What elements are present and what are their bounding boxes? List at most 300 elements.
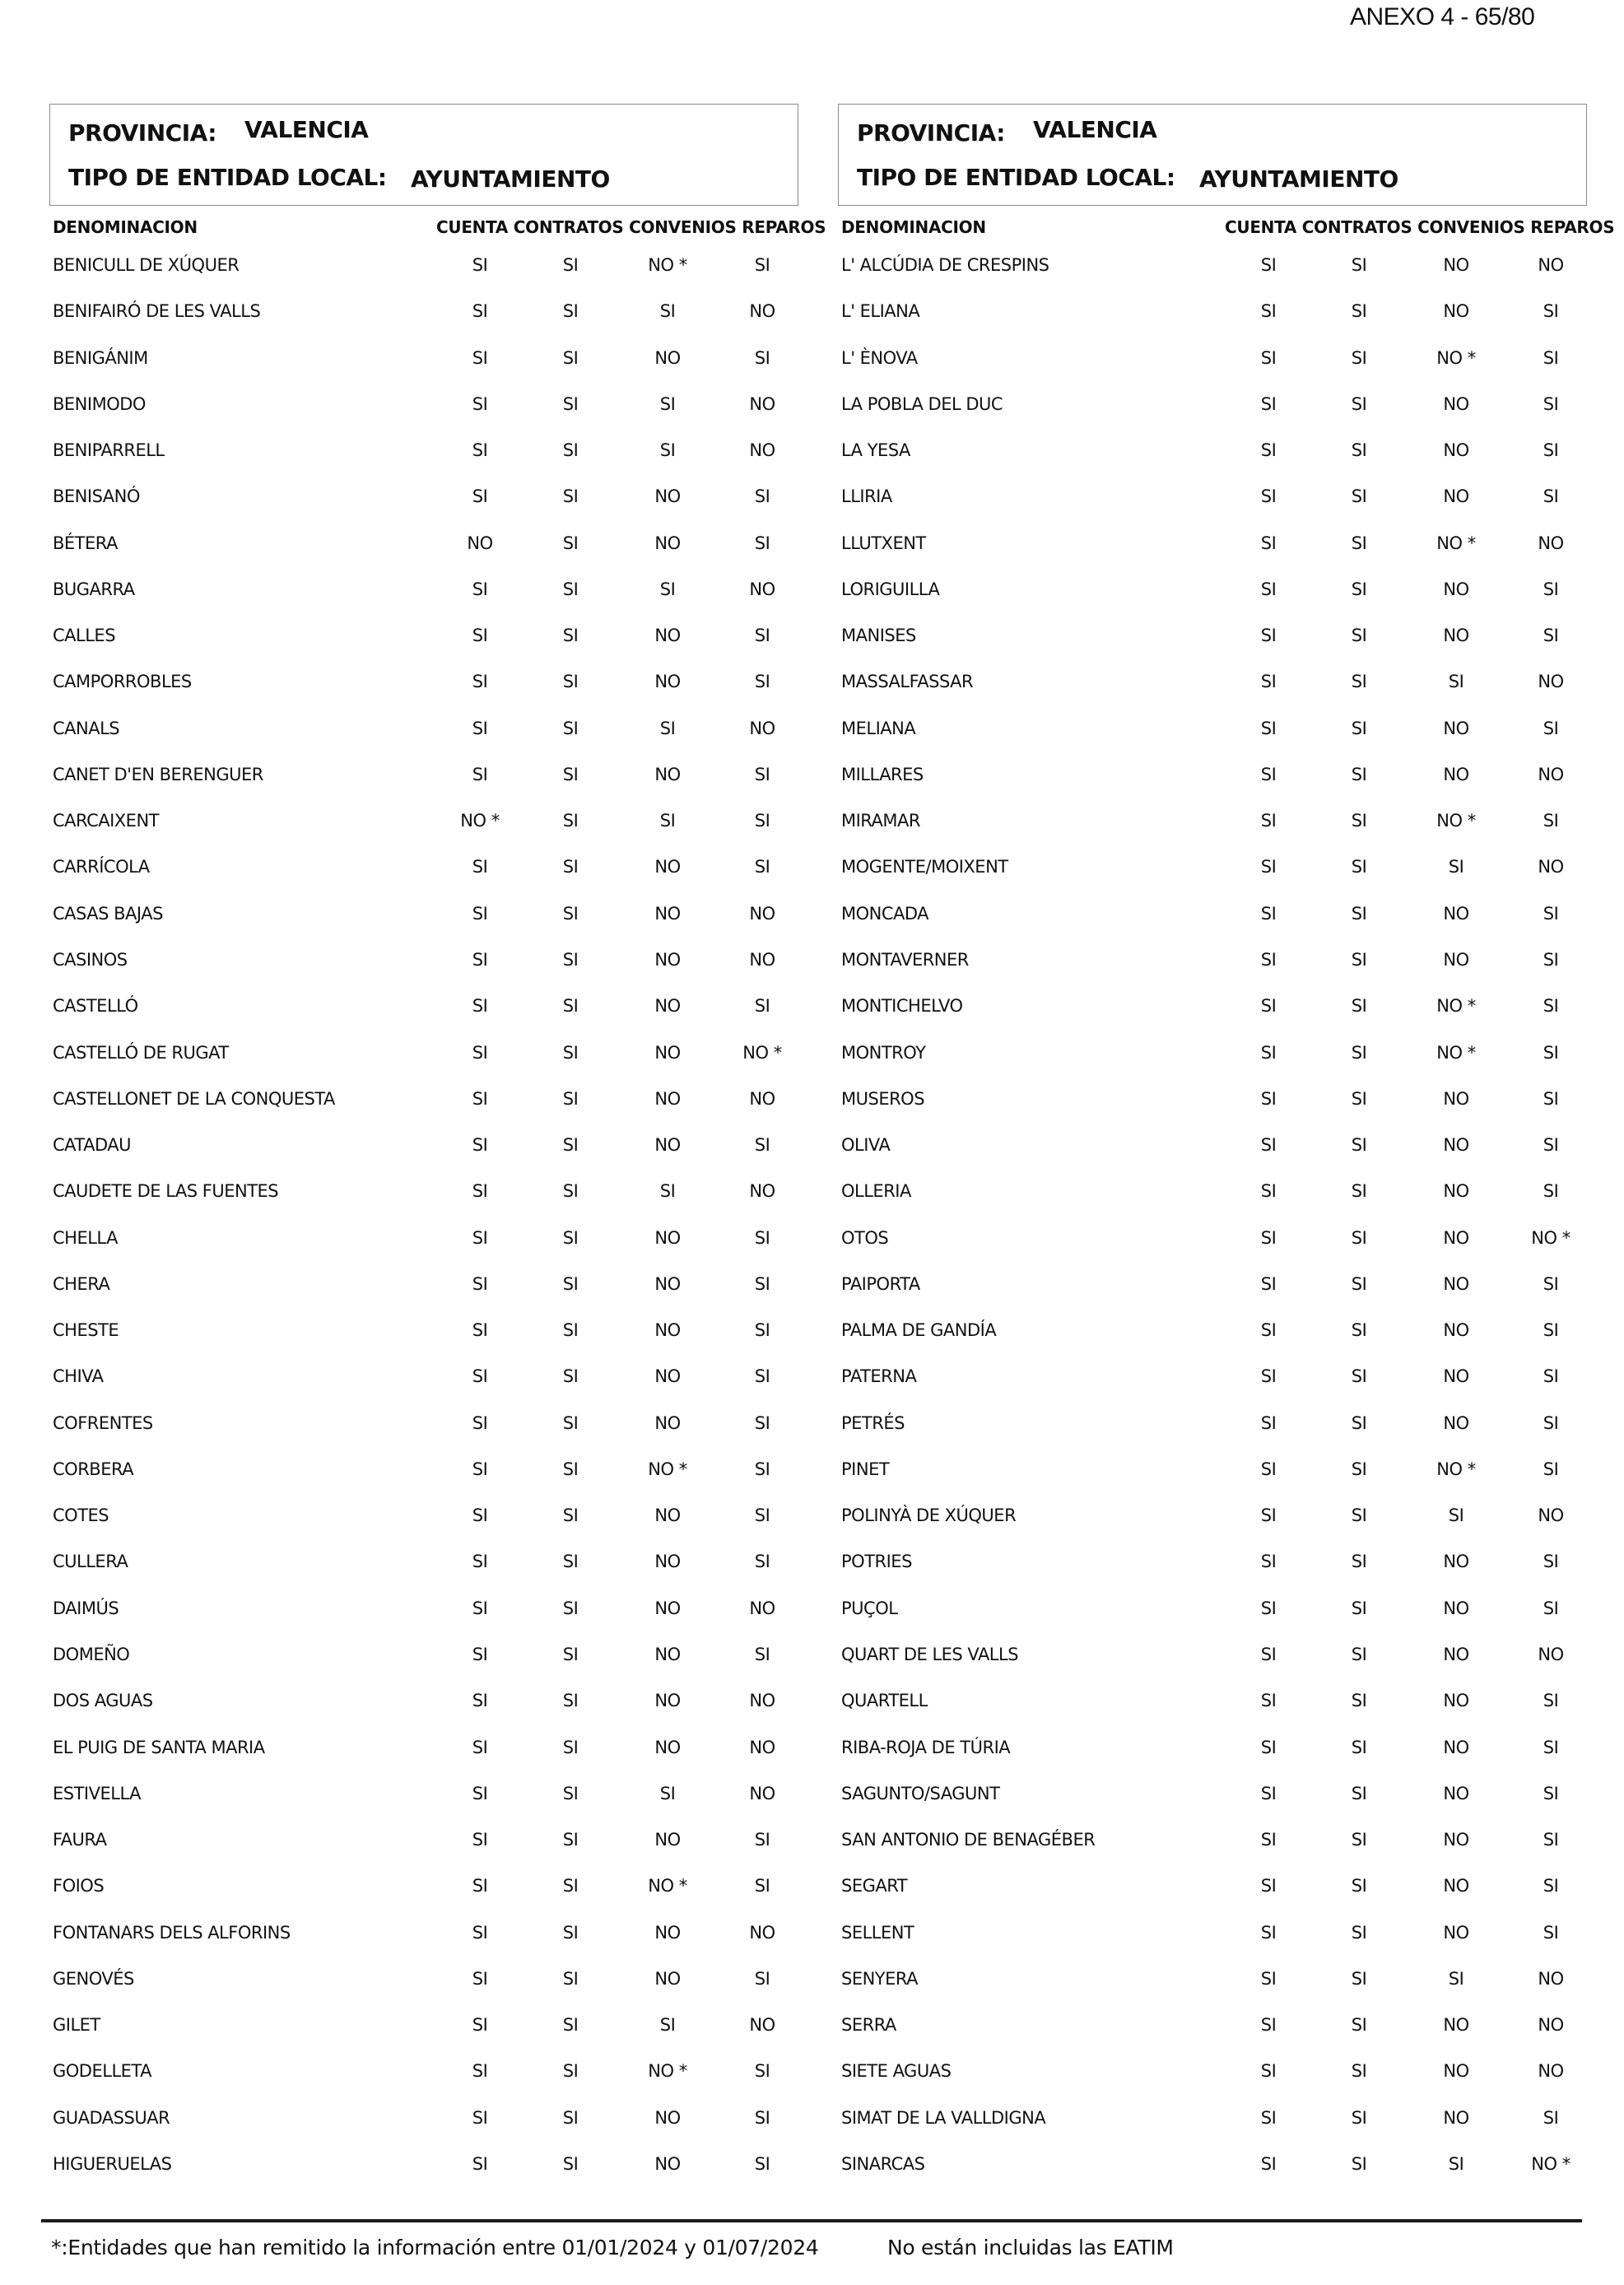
- denominacion-cell: DAIMÚS: [53, 1598, 119, 1618]
- table-row: [49, 1215, 800, 1261]
- convenios-cell: NO: [654, 1042, 681, 1063]
- table-row: [838, 381, 1589, 427]
- table-row: [49, 1585, 800, 1631]
- col-header-values: CUENTA CONTRATOS CONVENIOS REPAROS: [436, 217, 826, 237]
- denominacion-cell: L' ÈNOVA: [841, 347, 918, 368]
- convenios-cell: NO *: [1436, 1459, 1476, 1479]
- reparos-cell: SI: [1543, 1088, 1559, 1109]
- reparos-cell: SI: [1543, 1783, 1559, 1803]
- contratos-cell: SI: [562, 255, 579, 275]
- contratos-cell: SI: [562, 1505, 579, 1526]
- convenios-cell: NO: [1443, 1737, 1469, 1757]
- reparos-cell: NO: [749, 440, 775, 461]
- contratos-cell: SI: [562, 1691, 579, 1711]
- reparos-cell: SI: [1543, 1876, 1559, 1896]
- convenios-cell: NO: [654, 1922, 681, 1943]
- denominacion-cell: CAUDETE DE LAS FUENTES: [53, 1181, 279, 1202]
- convenios-cell: NO: [1443, 1227, 1469, 1248]
- contratos-cell: SI: [562, 903, 579, 924]
- convenios-cell: NO *: [1436, 1042, 1476, 1063]
- denominacion-cell: LA POBLA DEL DUC: [841, 393, 1003, 414]
- reparos-cell: NO: [1538, 1644, 1564, 1664]
- reparos-cell: SI: [754, 811, 770, 831]
- denominacion-cell: CASTELLÓ DE RUGAT: [53, 1042, 229, 1063]
- cuenta-cell: SI: [1260, 1088, 1277, 1109]
- reparos-cell: NO: [749, 1737, 775, 1757]
- reparos-cell: SI: [754, 2153, 770, 2174]
- convenios-cell: SI: [659, 393, 676, 414]
- cuenta-cell: SI: [472, 1320, 488, 1341]
- provincia-label: PROVINCIA:: [68, 119, 217, 147]
- cuenta-cell: SI: [1260, 255, 1277, 275]
- reparos-cell: SI: [1543, 718, 1559, 738]
- cuenta-cell: SI: [1260, 1181, 1277, 1202]
- contratos-cell: SI: [562, 1737, 579, 1757]
- cuenta-cell: SI: [1260, 2107, 1277, 2128]
- convenios-cell: NO: [654, 1505, 681, 1526]
- cuenta-cell: SI: [472, 347, 488, 368]
- reparos-cell: SI: [1543, 347, 1559, 368]
- convenios-cell: NO: [654, 1088, 681, 1109]
- convenios-cell: NO: [654, 903, 681, 924]
- reparos-cell: NO: [1538, 255, 1564, 275]
- left-header-box: [49, 104, 798, 206]
- convenios-cell: NO: [1443, 2107, 1469, 2128]
- denominacion-cell: CATADAU: [53, 1135, 131, 1156]
- reparos-cell: SI: [754, 486, 770, 507]
- contratos-cell: SI: [562, 718, 579, 738]
- reparos-cell: NO: [749, 393, 775, 414]
- convenios-cell: NO: [1443, 486, 1469, 507]
- denominacion-cell: CANALS: [53, 718, 120, 738]
- reparos-cell: SI: [1543, 1598, 1559, 1618]
- contratos-cell: SI: [562, 626, 579, 646]
- contratos-cell: SI: [562, 1968, 579, 1989]
- table-row: [49, 1446, 800, 1492]
- denominacion-cell: BENICULL DE XÚQUER: [53, 255, 240, 275]
- convenios-cell: NO: [1443, 1181, 1469, 1202]
- table-row: [838, 1307, 1589, 1353]
- table-row: [49, 1910, 800, 1956]
- convenios-cell: SI: [659, 301, 676, 322]
- cuenta-cell: SI: [472, 1227, 488, 1248]
- denominacion-cell: RIBA-ROJA DE TÚRIA: [841, 1737, 1011, 1757]
- denominacion-cell: SELLENT: [841, 1922, 914, 1943]
- reparos-cell: SI: [1543, 903, 1559, 924]
- denominacion-cell: OLLERIA: [841, 1181, 911, 1202]
- col-header-denominacion: DENOMINACION: [841, 217, 986, 237]
- table-row: [838, 1400, 1589, 1446]
- denominacion-cell: CHERA: [53, 1273, 110, 1294]
- table-row: [49, 1168, 800, 1214]
- convenios-cell: NO: [1443, 393, 1469, 414]
- reparos-cell: SI: [1543, 811, 1559, 831]
- denominacion-cell: MANISES: [841, 626, 916, 646]
- contratos-cell: SI: [1351, 1922, 1367, 1943]
- cuenta-cell: SI: [472, 1088, 488, 1109]
- denominacion-cell: FONTANARS DELS ALFORINS: [53, 1922, 291, 1943]
- contratos-cell: SI: [562, 301, 579, 322]
- reparos-cell: NO *: [1531, 1227, 1570, 1248]
- table-row: [838, 937, 1589, 983]
- tipo-entidad-label: TIPO DE ENTIDAD LOCAL:: [857, 164, 1175, 191]
- contratos-cell: SI: [562, 996, 579, 1017]
- convenios-cell: NO: [1443, 949, 1469, 970]
- reparos-cell: NO: [1538, 2061, 1564, 2082]
- convenios-cell: NO: [654, 1366, 681, 1387]
- convenios-cell: NO: [654, 857, 681, 877]
- convenios-cell: NO: [1443, 1412, 1469, 1433]
- convenios-cell: NO: [1443, 1783, 1469, 1803]
- cuenta-cell: SI: [472, 440, 488, 461]
- table-row: [49, 612, 800, 659]
- denominacion-cell: CASAS BAJAS: [53, 903, 163, 924]
- reparos-cell: SI: [754, 2107, 770, 2128]
- provincia-value: VALENCIA: [1033, 116, 1157, 143]
- table-row: [838, 1678, 1589, 1724]
- contratos-cell: SI: [562, 1922, 579, 1943]
- table-row: [49, 381, 800, 427]
- contratos-cell: SI: [562, 2153, 579, 2174]
- contratos-cell: SI: [1351, 255, 1367, 275]
- reparos-cell: SI: [1543, 1135, 1559, 1156]
- reparos-cell: NO: [749, 718, 775, 738]
- table-row: [838, 473, 1589, 519]
- reparos-cell: NO *: [742, 1042, 782, 1063]
- table-row: [49, 520, 800, 566]
- table-row: [49, 705, 800, 752]
- table-row: [838, 1261, 1589, 1307]
- cuenta-cell: SI: [1260, 1412, 1277, 1433]
- denominacion-cell: BENIFAIRÓ DE LES VALLS: [53, 301, 261, 322]
- contratos-cell: SI: [1351, 857, 1367, 877]
- contratos-cell: SI: [1351, 1135, 1367, 1156]
- table-row: [49, 335, 800, 381]
- denominacion-cell: BUGARRA: [53, 579, 135, 599]
- cuenta-cell: SI: [472, 626, 488, 646]
- contratos-cell: SI: [1351, 1552, 1367, 1572]
- table-row: [49, 288, 800, 334]
- table-row: [838, 891, 1589, 937]
- cuenta-cell: SI: [472, 996, 488, 1017]
- cuenta-cell: SI: [1260, 1135, 1277, 1156]
- page-reference: ANEXO 4 - 65/80: [1350, 3, 1535, 30]
- denominacion-cell: LA YESA: [841, 440, 910, 461]
- cuenta-cell: SI: [472, 1644, 488, 1664]
- cuenta-cell: SI: [1260, 1320, 1277, 1341]
- convenios-cell: NO: [654, 1598, 681, 1618]
- convenios-cell: SI: [1448, 857, 1464, 877]
- denominacion-cell: DOMEÑO: [53, 1644, 130, 1664]
- table-row: [838, 1910, 1589, 1956]
- table-row: [49, 1307, 800, 1353]
- convenios-cell: NO: [1443, 1552, 1469, 1572]
- contratos-cell: SI: [562, 486, 579, 507]
- table-row: [838, 983, 1589, 1029]
- denominacion-cell: CORBERA: [53, 1459, 134, 1479]
- reparos-cell: SI: [1543, 1412, 1559, 1433]
- reparos-cell: SI: [1543, 301, 1559, 322]
- denominacion-cell: OTOS: [841, 1227, 889, 1248]
- cuenta-cell: SI: [472, 949, 488, 970]
- denominacion-cell: MELIANA: [841, 718, 916, 738]
- convenios-cell: NO *: [648, 2061, 687, 2082]
- reparos-cell: SI: [754, 1968, 770, 1989]
- denominacion-cell: SEGART: [841, 1876, 908, 1896]
- reparos-cell: NO: [1538, 1968, 1564, 1989]
- cuenta-cell: SI: [472, 1876, 488, 1896]
- convenios-cell: NO: [1443, 1876, 1469, 1896]
- cuenta-cell: SI: [1260, 393, 1277, 414]
- reparos-cell: SI: [1543, 1366, 1559, 1387]
- convenios-cell: NO: [654, 2153, 681, 2174]
- cuenta-cell: SI: [472, 1737, 488, 1757]
- contratos-cell: SI: [562, 440, 579, 461]
- denominacion-cell: POTRIES: [841, 1552, 912, 1572]
- denominacion-cell: L' ELIANA: [841, 301, 920, 322]
- reparos-cell: SI: [754, 1644, 770, 1664]
- denominacion-cell: COFRENTES: [53, 1412, 153, 1433]
- denominacion-cell: SIMAT DE LA VALLDIGNA: [841, 2107, 1046, 2128]
- cuenta-cell: SI: [1260, 1042, 1277, 1063]
- table-row: [838, 798, 1589, 844]
- cuenta-cell: SI: [1260, 1505, 1277, 1526]
- contratos-cell: SI: [1351, 347, 1367, 368]
- convenios-cell: SI: [659, 440, 676, 461]
- tipo-entidad-value: AYUNTAMIENTO: [1199, 165, 1398, 193]
- cuenta-cell: SI: [1260, 579, 1277, 599]
- table-row: [838, 1771, 1589, 1817]
- table-row: [49, 1122, 800, 1168]
- table-row: [838, 1446, 1589, 1492]
- reparos-cell: SI: [754, 1366, 770, 1387]
- contratos-cell: SI: [1351, 672, 1367, 692]
- cuenta-cell: SI: [1260, 486, 1277, 507]
- contratos-cell: SI: [1351, 1459, 1367, 1479]
- table-row: [49, 1400, 800, 1446]
- convenios-cell: NO: [1443, 903, 1469, 924]
- convenios-cell: NO: [1443, 1088, 1469, 1109]
- cuenta-cell: SI: [472, 1366, 488, 1387]
- contratos-cell: SI: [562, 393, 579, 414]
- convenios-cell: NO: [654, 764, 681, 784]
- contratos-cell: SI: [562, 1459, 579, 1479]
- cuenta-cell: SI: [472, 903, 488, 924]
- convenios-cell: NO: [654, 1412, 681, 1433]
- cuenta-cell: SI: [1260, 2061, 1277, 2082]
- cuenta-cell: SI: [1260, 1366, 1277, 1387]
- table-row: [49, 2095, 800, 2141]
- cuenta-cell: SI: [472, 718, 488, 738]
- contratos-cell: SI: [1351, 949, 1367, 970]
- reparos-cell: SI: [754, 1830, 770, 1850]
- cuenta-cell: SI: [1260, 903, 1277, 924]
- table-row: [838, 242, 1589, 288]
- contratos-cell: SI: [562, 533, 579, 553]
- denominacion-cell: PAIPORTA: [841, 1273, 920, 1294]
- contratos-cell: SI: [562, 1366, 579, 1387]
- cuenta-cell: SI: [1260, 440, 1277, 461]
- denominacion-cell: SAN ANTONIO DE BENAGÉBER: [841, 1830, 1096, 1850]
- denominacion-cell: GUADASSUAR: [53, 2107, 170, 2128]
- reparos-cell: SI: [754, 2061, 770, 2082]
- table-row: [838, 1030, 1589, 1076]
- contratos-cell: SI: [562, 1598, 579, 1618]
- table-row: [838, 1631, 1589, 1678]
- reparos-cell: SI: [754, 764, 770, 784]
- denominacion-cell: POLINYÀ DE XÚQUER: [841, 1505, 1017, 1526]
- denominacion-cell: GODELLETA: [53, 2061, 151, 2082]
- contratos-cell: SI: [1351, 996, 1367, 1017]
- reparos-cell: SI: [1543, 486, 1559, 507]
- contratos-cell: SI: [1351, 1968, 1367, 1989]
- denominacion-cell: CHELLA: [53, 1227, 118, 1248]
- denominacion-cell: BENIGÁNIM: [53, 347, 148, 368]
- cuenta-cell: SI: [472, 1691, 488, 1711]
- table-row: [49, 1678, 800, 1724]
- convenios-cell: NO: [654, 672, 681, 692]
- table-row: [49, 752, 800, 798]
- convenios-cell: NO: [1443, 626, 1469, 646]
- cuenta-cell: SI: [1260, 1644, 1277, 1664]
- cuenta-cell: SI: [1260, 626, 1277, 646]
- cuenta-cell: SI: [472, 1273, 488, 1294]
- denominacion-cell: GILET: [53, 2015, 100, 2036]
- denominacion-cell: SERRA: [841, 2015, 896, 2036]
- table-row: [49, 2141, 800, 2187]
- reparos-cell: NO: [1538, 764, 1564, 784]
- reparos-cell: SI: [754, 1320, 770, 1341]
- convenios-cell: NO: [654, 996, 681, 1017]
- contratos-cell: SI: [562, 1783, 579, 1803]
- table-row: [838, 1538, 1589, 1585]
- denominacion-cell: DOS AGUAS: [53, 1691, 153, 1711]
- denominacion-cell: CASTELLONET DE LA CONQUESTA: [53, 1088, 335, 1109]
- denominacion-cell: SIETE AGUAS: [841, 2061, 952, 2082]
- denominacion-cell: MONTAVERNER: [841, 949, 969, 970]
- convenios-cell: NO: [654, 1552, 681, 1572]
- convenios-cell: NO: [654, 1968, 681, 1989]
- cuenta-cell: SI: [472, 486, 488, 507]
- denominacion-cell: HIGUERUELAS: [53, 2153, 172, 2174]
- denominacion-cell: MIRAMAR: [841, 811, 920, 831]
- contratos-cell: SI: [562, 764, 579, 784]
- table-row: [838, 2002, 1589, 2048]
- convenios-cell: SI: [659, 1783, 676, 1803]
- contratos-cell: SI: [1351, 1366, 1367, 1387]
- contratos-cell: SI: [562, 1552, 579, 1572]
- table-row: [49, 1492, 800, 1538]
- contratos-cell: SI: [562, 1042, 579, 1063]
- table-row: [838, 1122, 1589, 1168]
- col-header-values: CUENTA CONTRATOS CONVENIOS REPAROS: [1225, 217, 1615, 237]
- reparos-cell: SI: [754, 1876, 770, 1896]
- contratos-cell: SI: [562, 857, 579, 877]
- denominacion-cell: CALLES: [53, 626, 116, 646]
- contratos-cell: SI: [1351, 579, 1367, 599]
- footer-note: *:Entidades que han remitido la información entre 01/01/2024 y 01/07/2024: [51, 2236, 819, 2259]
- cuenta-cell: SI: [1260, 718, 1277, 738]
- convenios-cell: NO: [1443, 1644, 1469, 1664]
- convenios-cell: NO: [654, 1320, 681, 1341]
- convenios-cell: NO: [654, 1737, 681, 1757]
- reparos-cell: SI: [1543, 949, 1559, 970]
- tipo-entidad-value: AYUNTAMIENTO: [411, 165, 610, 193]
- contratos-cell: SI: [1351, 1273, 1367, 1294]
- reparos-cell: SI: [1543, 393, 1559, 414]
- contratos-cell: SI: [562, 1320, 579, 1341]
- cuenta-cell: SI: [472, 1552, 488, 1572]
- footer-eatim-note: No están incluidas las EATIM: [887, 2236, 1174, 2259]
- convenios-cell: NO *: [1436, 811, 1476, 831]
- reparos-cell: NO: [1538, 1505, 1564, 1526]
- cuenta-cell: SI: [1260, 1876, 1277, 1896]
- reparos-cell: NO: [749, 301, 775, 322]
- table-row: [49, 1956, 800, 2002]
- reparos-cell: SI: [1543, 1922, 1559, 1943]
- reparos-cell: NO: [749, 579, 775, 599]
- convenios-cell: NO: [1443, 1366, 1469, 1387]
- contratos-cell: SI: [1351, 1644, 1367, 1664]
- reparos-cell: SI: [1543, 440, 1559, 461]
- reparos-cell: SI: [1543, 1320, 1559, 1341]
- convenios-cell: NO: [1443, 764, 1469, 784]
- denominacion-cell: MUSEROS: [841, 1088, 925, 1109]
- cuenta-cell: SI: [472, 1181, 488, 1202]
- denominacion-cell: EL PUIG DE SANTA MARIA: [53, 1737, 265, 1757]
- denominacion-cell: MONCADA: [841, 903, 929, 924]
- contratos-cell: SI: [1351, 1181, 1367, 1202]
- reparos-cell: SI: [1543, 626, 1559, 646]
- convenios-cell: NO: [654, 347, 681, 368]
- table-row: [49, 891, 800, 937]
- table-row: [49, 1353, 800, 1399]
- cuenta-cell: SI: [1260, 1968, 1277, 1989]
- reparos-cell: NO: [749, 2015, 775, 2036]
- table-row: [49, 242, 800, 288]
- contratos-cell: SI: [1351, 2107, 1367, 2128]
- convenios-cell: NO: [654, 949, 681, 970]
- table-row: [49, 659, 800, 705]
- reparos-cell: SI: [1543, 1691, 1559, 1711]
- contratos-cell: SI: [1351, 440, 1367, 461]
- denominacion-cell: GENOVÉS: [53, 1968, 134, 1989]
- table-row: [49, 1863, 800, 1909]
- convenios-cell: SI: [1448, 2153, 1464, 2174]
- table-row: [49, 983, 800, 1029]
- denominacion-cell: OLIVA: [841, 1135, 891, 1156]
- table-row: [838, 752, 1589, 798]
- convenios-cell: NO: [1443, 1922, 1469, 1943]
- denominacion-cell: CARCAIXENT: [53, 811, 159, 831]
- table-row: [49, 427, 800, 473]
- denominacion-cell: MASSALFASSAR: [841, 672, 974, 692]
- cuenta-cell: SI: [472, 764, 488, 784]
- cuenta-cell: SI: [472, 1042, 488, 1063]
- convenios-cell: NO: [654, 533, 681, 553]
- cuenta-cell: SI: [472, 1783, 488, 1803]
- footer-divider: [41, 2219, 1582, 2222]
- cuenta-cell: SI: [1260, 811, 1277, 831]
- convenios-cell: SI: [659, 811, 676, 831]
- contratos-cell: SI: [1351, 903, 1367, 924]
- reparos-cell: SI: [1543, 1737, 1559, 1757]
- reparos-cell: SI: [754, 1412, 770, 1433]
- table-row: [49, 1771, 800, 1817]
- cuenta-cell: SI: [1260, 764, 1277, 784]
- denominacion-cell: MONTROY: [841, 1042, 926, 1063]
- cuenta-cell: SI: [472, 301, 488, 322]
